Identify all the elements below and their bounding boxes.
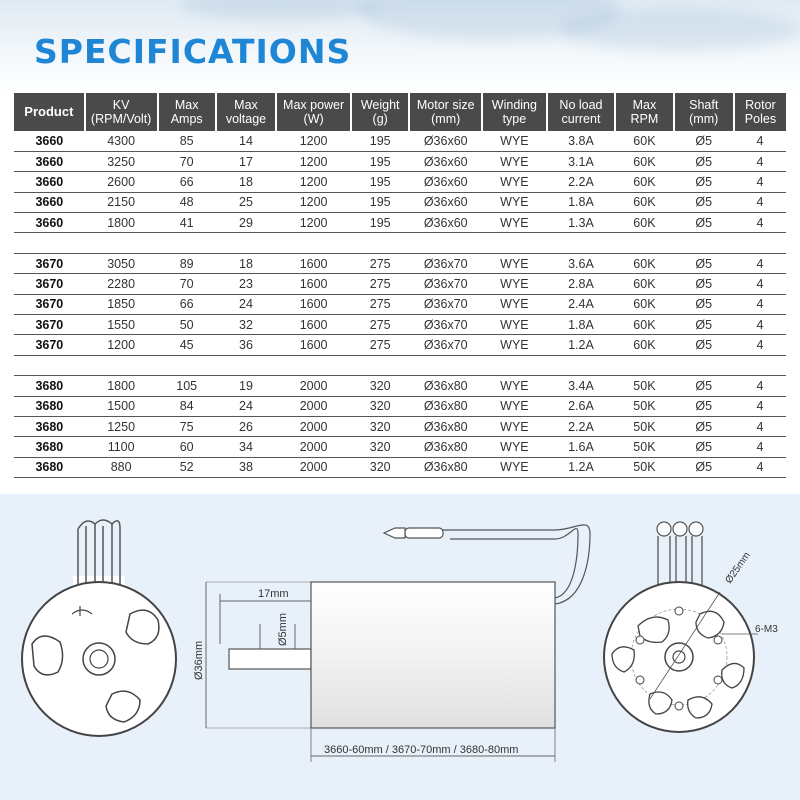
group-spacer	[14, 355, 786, 375]
table-cell: 4	[734, 335, 786, 355]
side-view	[193, 525, 590, 762]
table-cell: Ø5	[674, 192, 734, 212]
table-cell: 52	[158, 457, 216, 477]
product-cell: 3660	[14, 151, 85, 171]
table-cell: 70	[158, 274, 216, 294]
table-cell: 105	[158, 376, 216, 396]
table-cell: 4	[734, 151, 786, 171]
table-cell: WYE	[482, 396, 547, 416]
shaft-length-label: 17mm	[258, 588, 289, 600]
table-cell: 3250	[85, 151, 158, 171]
table-cell: 275	[351, 274, 409, 294]
table-cell: Ø36x60	[409, 213, 482, 233]
column-header: Max voltage	[216, 93, 276, 131]
table-cell: Ø5	[674, 416, 734, 436]
table-cell: 880	[85, 457, 158, 477]
table-cell: 1.2A	[547, 457, 616, 477]
table-cell: 60K	[615, 274, 673, 294]
table-cell: 70	[158, 151, 216, 171]
table-cell: 320	[351, 416, 409, 436]
table-cell: 195	[351, 131, 409, 151]
table-cell: 2.2A	[547, 172, 616, 192]
table-cell: 41	[158, 213, 216, 233]
table-cell: 320	[351, 437, 409, 457]
table-cell: 4	[734, 457, 786, 477]
table-cell: Ø36x80	[409, 376, 482, 396]
table-cell: 26	[216, 416, 276, 436]
table-cell: 1850	[85, 294, 158, 314]
bolt-circle-label: Ø25mm	[723, 550, 753, 586]
table-cell: 50K	[615, 416, 673, 436]
table-cell: 4	[734, 437, 786, 457]
table-cell: Ø5	[674, 457, 734, 477]
column-header: Shaft (mm)	[674, 93, 734, 131]
table-cell: 60K	[615, 335, 673, 355]
table-cell: Ø36x80	[409, 457, 482, 477]
table-row	[14, 437, 786, 457]
table-cell: Ø5	[674, 437, 734, 457]
product-cell: 3670	[14, 315, 85, 335]
table-cell: Ø36x80	[409, 396, 482, 416]
product-cell: 3670	[14, 335, 85, 355]
table-cell: 1800	[85, 213, 158, 233]
table-cell: Ø36x60	[409, 192, 482, 212]
table-cell: 2000	[276, 376, 351, 396]
table-cell: 4	[734, 274, 786, 294]
table-cell: 60K	[615, 315, 673, 335]
column-header: Weight (g)	[351, 93, 409, 131]
table-row	[14, 151, 786, 171]
product-cell: 3680	[14, 416, 85, 436]
table-cell: WYE	[482, 151, 547, 171]
table-cell: Ø36x60	[409, 151, 482, 171]
table-cell: 50K	[615, 396, 673, 416]
table-cell: 195	[351, 192, 409, 212]
table-row	[14, 131, 786, 151]
table-cell: 4	[734, 253, 786, 273]
table-cell: Ø5	[674, 213, 734, 233]
table-cell: Ø5	[674, 151, 734, 171]
table-cell: 1600	[276, 315, 351, 335]
table-row	[14, 172, 786, 192]
column-header: No load current	[547, 93, 616, 131]
table-cell: Ø5	[674, 315, 734, 335]
table-cell: 25	[216, 192, 276, 212]
table-cell: 1200	[276, 213, 351, 233]
table-cell: 4	[734, 416, 786, 436]
product-cell: 3680	[14, 437, 85, 457]
table-cell: 60K	[615, 213, 673, 233]
column-header: Max Amps	[158, 93, 216, 131]
table-cell: 1600	[276, 274, 351, 294]
table-cell: 60K	[615, 294, 673, 314]
table-cell: 195	[351, 213, 409, 233]
product-cell: 3670	[14, 274, 85, 294]
table-cell: 1.2A	[547, 335, 616, 355]
table-cell: Ø5	[674, 131, 734, 151]
table-cell: 1200	[85, 335, 158, 355]
table-cell: 14	[216, 131, 276, 151]
column-header: Winding type	[482, 93, 547, 131]
table-cell: 32	[216, 315, 276, 335]
table-cell: 38	[216, 457, 276, 477]
table-cell: Ø36x70	[409, 315, 482, 335]
table-cell: 89	[158, 253, 216, 273]
table-cell: WYE	[482, 274, 547, 294]
table-cell: 320	[351, 396, 409, 416]
table-cell: 50K	[615, 457, 673, 477]
table-cell: 75	[158, 416, 216, 436]
table-cell: 320	[351, 376, 409, 396]
table-cell: 2.8A	[547, 274, 616, 294]
table-cell: 4	[734, 396, 786, 416]
table-cell: 195	[351, 151, 409, 171]
table-cell: 1500	[85, 396, 158, 416]
table-cell: Ø36x80	[409, 416, 482, 436]
page-title: SPECIFICATIONS	[34, 32, 352, 71]
table-cell: 48	[158, 192, 216, 212]
table-cell: WYE	[482, 172, 547, 192]
table-cell: 1250	[85, 416, 158, 436]
table-cell: 2000	[276, 396, 351, 416]
table-cell: 3.6A	[547, 253, 616, 273]
table-cell: 1.8A	[547, 315, 616, 335]
table-row	[14, 192, 786, 212]
shaft-diameter-label: Ø5mm	[277, 613, 289, 646]
product-cell: 3670	[14, 253, 85, 273]
column-header: Rotor Poles	[734, 93, 786, 131]
product-cell: 3660	[14, 192, 85, 212]
table-cell: 18	[216, 172, 276, 192]
table-cell: 2.2A	[547, 416, 616, 436]
table-cell: Ø5	[674, 335, 734, 355]
table-cell: 60	[158, 437, 216, 457]
table-cell: 60K	[615, 192, 673, 212]
table-row	[14, 213, 786, 233]
table-cell: WYE	[482, 253, 547, 273]
table-cell: 1200	[276, 131, 351, 151]
table-row	[14, 376, 786, 396]
table-cell: 4	[734, 172, 786, 192]
product-cell: 3660	[14, 213, 85, 233]
table-cell: 275	[351, 335, 409, 355]
table-cell: 1.8A	[547, 192, 616, 212]
table-row	[14, 274, 786, 294]
table-cell: 4	[734, 294, 786, 314]
table-cell: 4	[734, 213, 786, 233]
table-cell: WYE	[482, 315, 547, 335]
table-cell: Ø36x70	[409, 253, 482, 273]
table-cell: Ø5	[674, 253, 734, 273]
table-row	[14, 396, 786, 416]
table-cell: Ø5	[674, 376, 734, 396]
table-row	[14, 457, 786, 477]
motor-drawing	[0, 494, 800, 800]
table-cell: 18	[216, 253, 276, 273]
table-cell: Ø36x80	[409, 437, 482, 457]
right-end-view	[604, 522, 778, 732]
table-cell: 1100	[85, 437, 158, 457]
table-cell: 4	[734, 376, 786, 396]
table-cell: 2.4A	[547, 294, 616, 314]
table-cell: 275	[351, 294, 409, 314]
table-cell: 36	[216, 335, 276, 355]
table-cell: Ø36x70	[409, 274, 482, 294]
table-row	[14, 294, 786, 314]
column-header: Motor size (mm)	[409, 93, 482, 131]
left-end-view	[22, 520, 176, 736]
table-cell: 19	[216, 376, 276, 396]
table-cell: 4	[734, 315, 786, 335]
table-cell: 45	[158, 335, 216, 355]
product-cell: 3660	[14, 172, 85, 192]
table-cell: 1200	[276, 172, 351, 192]
table-cell: 2280	[85, 274, 158, 294]
table-cell: 2000	[276, 457, 351, 477]
table-cell: 275	[351, 315, 409, 335]
table-cell: 60K	[615, 151, 673, 171]
table-cell: WYE	[482, 457, 547, 477]
spec-table	[14, 93, 786, 478]
column-header: Max RPM	[615, 93, 673, 131]
table-cell: 60K	[615, 172, 673, 192]
table-cell: Ø5	[674, 172, 734, 192]
product-cell: 3670	[14, 294, 85, 314]
table-cell: 34	[216, 437, 276, 457]
mount-holes-label: 6-M3	[755, 624, 778, 635]
table-cell: Ø5	[674, 396, 734, 416]
column-header: Product	[14, 93, 85, 131]
body-diameter-label: Ø36mm	[193, 640, 205, 680]
table-cell: 60K	[615, 253, 673, 273]
table-cell: 66	[158, 172, 216, 192]
table-cell: WYE	[482, 192, 547, 212]
table-cell: 3.1A	[547, 151, 616, 171]
table-cell: 85	[158, 131, 216, 151]
table-cell: 320	[351, 457, 409, 477]
table-cell: 24	[216, 396, 276, 416]
table-cell: WYE	[482, 376, 547, 396]
table-cell: WYE	[482, 437, 547, 457]
table-cell: 50K	[615, 437, 673, 457]
table-cell: Ø36x60	[409, 172, 482, 192]
table-cell: 2000	[276, 437, 351, 457]
table-cell: 4300	[85, 131, 158, 151]
table-cell: 50	[158, 315, 216, 335]
table-cell: Ø5	[674, 274, 734, 294]
table-cell: Ø36x70	[409, 335, 482, 355]
table-cell: 3050	[85, 253, 158, 273]
table-cell: 195	[351, 172, 409, 192]
table-cell: Ø36x70	[409, 294, 482, 314]
table-cell: 3.8A	[547, 131, 616, 151]
table-cell: 17	[216, 151, 276, 171]
table-cell: WYE	[482, 335, 547, 355]
table-cell: WYE	[482, 416, 547, 436]
product-cell: 3680	[14, 457, 85, 477]
table-row	[14, 416, 786, 436]
product-cell: 3680	[14, 376, 85, 396]
table-cell: Ø36x60	[409, 131, 482, 151]
table-cell: WYE	[482, 294, 547, 314]
table-cell: 60K	[615, 131, 673, 151]
table-cell: 50K	[615, 376, 673, 396]
table-cell: 1600	[276, 294, 351, 314]
table-cell: 84	[158, 396, 216, 416]
table-cell: 2000	[276, 416, 351, 436]
table-cell: WYE	[482, 131, 547, 151]
body-length-label: 3660-60mm / 3670-70mm / 3680-80mm	[324, 744, 519, 756]
table-cell: 23	[216, 274, 276, 294]
table-cell: 2.6A	[547, 396, 616, 416]
table-cell: 1200	[276, 151, 351, 171]
table-cell: 3.4A	[547, 376, 616, 396]
table-cell: Ø5	[674, 294, 734, 314]
table-cell: 1.3A	[547, 213, 616, 233]
table-cell: 1.6A	[547, 437, 616, 457]
table-cell: 66	[158, 294, 216, 314]
table-cell: 1600	[276, 253, 351, 273]
table-cell: 1200	[276, 192, 351, 212]
table-header-row	[14, 93, 786, 131]
table-cell: 29	[216, 213, 276, 233]
table-cell: WYE	[482, 213, 547, 233]
column-header: KV (RPM/Volt)	[85, 93, 158, 131]
table-row	[14, 315, 786, 335]
group-spacer	[14, 233, 786, 253]
product-cell: 3660	[14, 131, 85, 151]
table-cell: 275	[351, 253, 409, 273]
table-cell: 4	[734, 131, 786, 151]
table-row	[14, 253, 786, 273]
table-cell: 1800	[85, 376, 158, 396]
table-cell: 2150	[85, 192, 158, 212]
product-cell: 3680	[14, 396, 85, 416]
table-cell: 24	[216, 294, 276, 314]
table-cell: 1600	[276, 335, 351, 355]
table-cell: 4	[734, 192, 786, 212]
table-cell: 2600	[85, 172, 158, 192]
column-header: Max power (W)	[276, 93, 351, 131]
table-cell: 1550	[85, 315, 158, 335]
table-row	[14, 335, 786, 355]
